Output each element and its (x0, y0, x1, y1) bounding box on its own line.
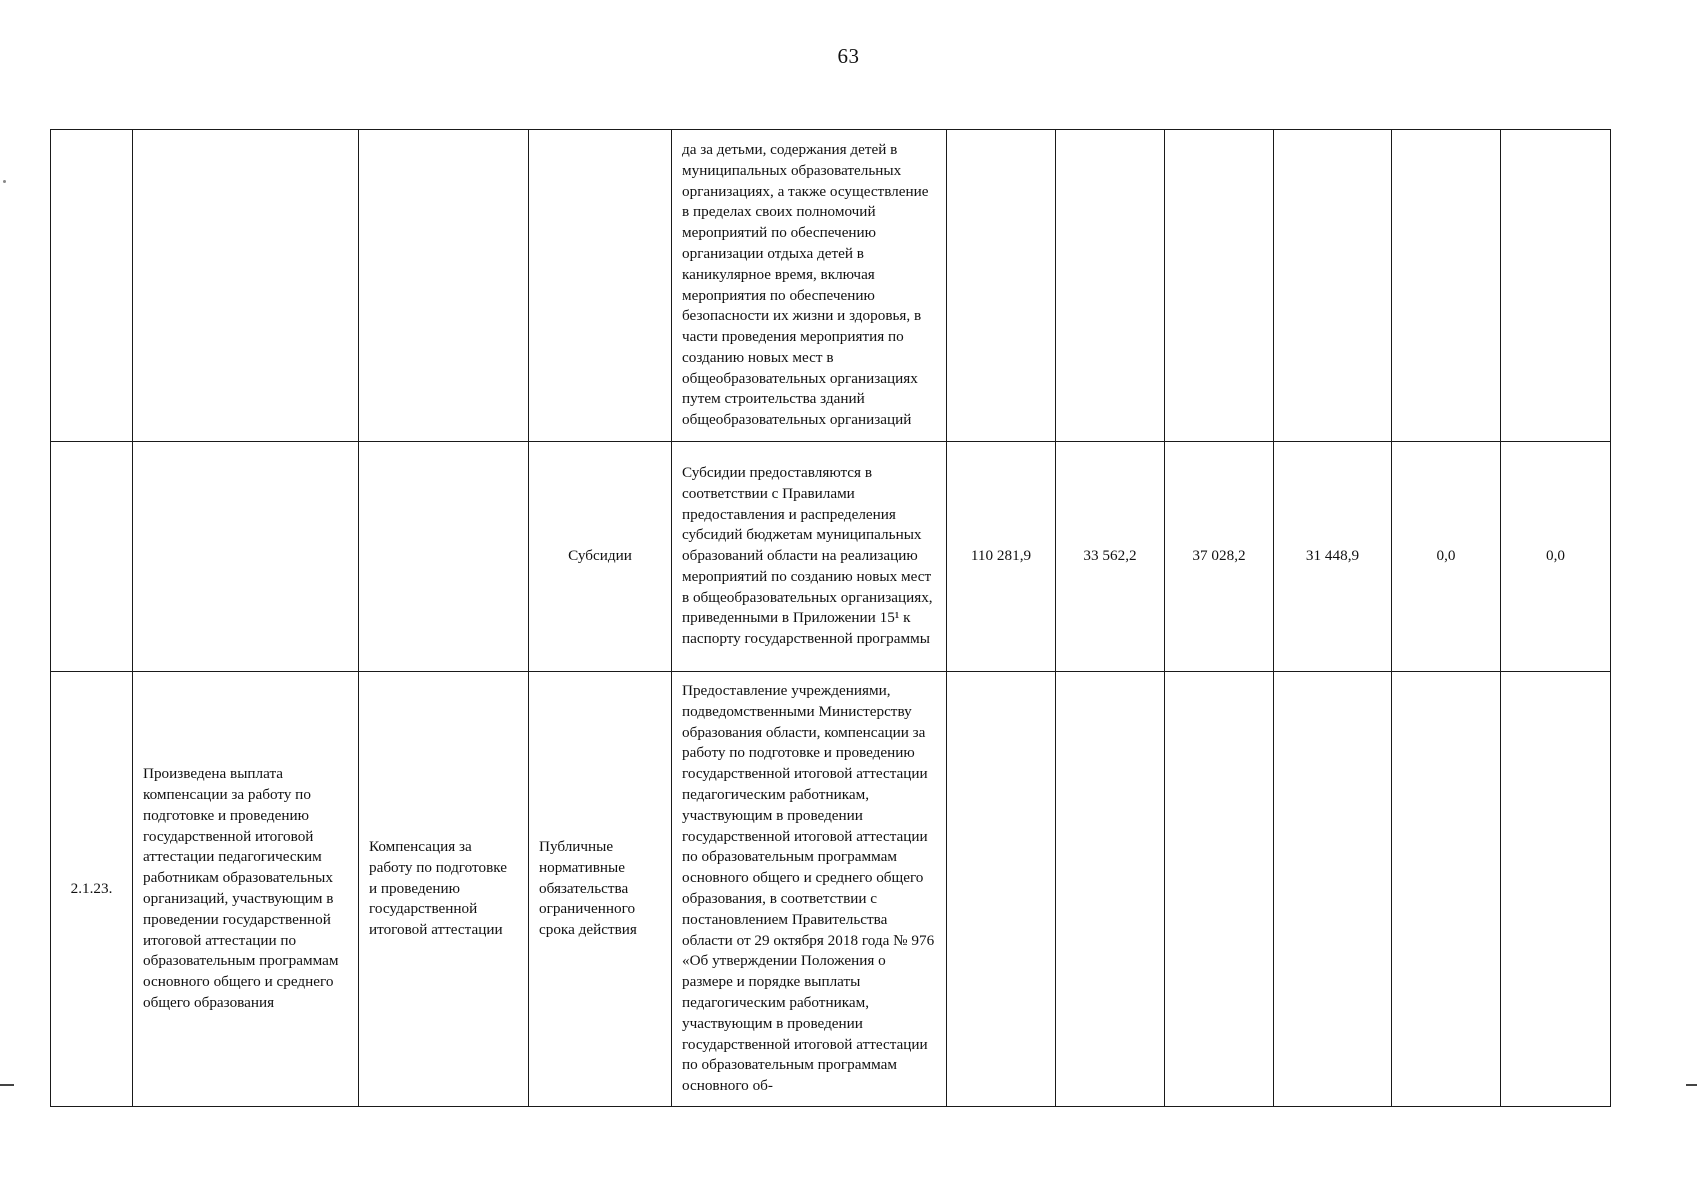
scan-margin-mark (1686, 1084, 1697, 1086)
value-cell-5 (1392, 130, 1501, 442)
value-cell-5 (1392, 672, 1501, 1107)
value-cell-3: 37 028,2 (1165, 442, 1274, 672)
measure-type-cell: Субсидии (529, 442, 672, 672)
measure-type-cell: Публичные нормативные обязательства ограниченного срока действия (529, 672, 672, 1107)
measure-description-cell: да за детьми, содержания детей в муниципальных образовательных организациях, а также осуществление в пределах своих полномочий мероприятий по обеспечению организации отдыха детей в каникулярное время, включая мероприятия по обеспечению безопасности их жизни и здоровья, в части проведения мероприятия по созданию новых мест в общеобразовательных организациях путем строительства зданий общеобразовательных организаций (672, 130, 947, 442)
measure-name-cell (359, 442, 529, 672)
scan-speck (3, 180, 6, 183)
value-cell-6: 0,0 (1501, 442, 1611, 672)
measure-number-cell: 2.1.23. (51, 672, 133, 1107)
value-cell-1 (947, 672, 1056, 1107)
measure-result-cell (133, 442, 359, 672)
value-cell-3 (1165, 130, 1274, 442)
measure-result-cell (133, 130, 359, 442)
budget-measures-table (50, 129, 1611, 1107)
value-cell-5: 0,0 (1392, 442, 1501, 672)
measure-number-cell (51, 442, 133, 672)
measure-name-cell (359, 130, 529, 442)
value-cell-3 (1165, 672, 1274, 1107)
table-row (51, 672, 1611, 1107)
value-cell-4: 31 448,9 (1274, 442, 1392, 672)
value-cell-6 (1501, 130, 1611, 442)
value-cell-4 (1274, 130, 1392, 442)
value-cell-1 (947, 130, 1056, 442)
table-row (51, 130, 1611, 442)
value-cell-2: 33 562,2 (1056, 442, 1165, 672)
measure-description-cell: Предоставление учреждениями, подведомственными Министерству образования области, компенсации за работу по подготовке и проведению государственной итоговой аттестации педагогическим работникам, участвующим в проведении государственной итоговой аттестации по образовательным программам основного общего и среднего общего образования, в соответствии с постановлением Правительства области от 29 октября 2018 года № 976 «Об утверждении Положения о размере и порядке выплаты педагогическим работникам, участвующим в проведении государственной итоговой аттестации по образовательным программам основного об- (672, 672, 947, 1107)
measure-type-cell (529, 130, 672, 442)
scan-margin-mark (0, 1084, 14, 1086)
value-cell-4 (1274, 672, 1392, 1107)
value-cell-6 (1501, 672, 1611, 1107)
measure-name-cell: Компенсация за работу по подготовке и проведению государственной итоговой аттестации (359, 672, 529, 1107)
page-number: 63 (837, 44, 860, 68)
value-cell-2 (1056, 672, 1165, 1107)
measure-number-cell (51, 130, 133, 442)
table-row (51, 442, 1611, 672)
measure-description-cell: Субсидии предоставляются в соответствии с Правилами предоставления и распределения субсидий бюджетам муниципальных образований области на реализацию мероприятий по созданию новых мест в общеобразовательных организациях, приведенными в Приложении 15¹ к паспорту государственной программы (672, 442, 947, 672)
measure-result-cell: Произведена выплата компенсации за работу по подготовке и проведению государственной итоговой аттестации педагогическим работникам образовательных организаций, участвующим в проведении государственной итоговой аттестации по образовательным программам основного общего и среднего общего образования (133, 672, 359, 1107)
value-cell-2 (1056, 130, 1165, 442)
value-cell-1: 110 281,9 (947, 442, 1056, 672)
